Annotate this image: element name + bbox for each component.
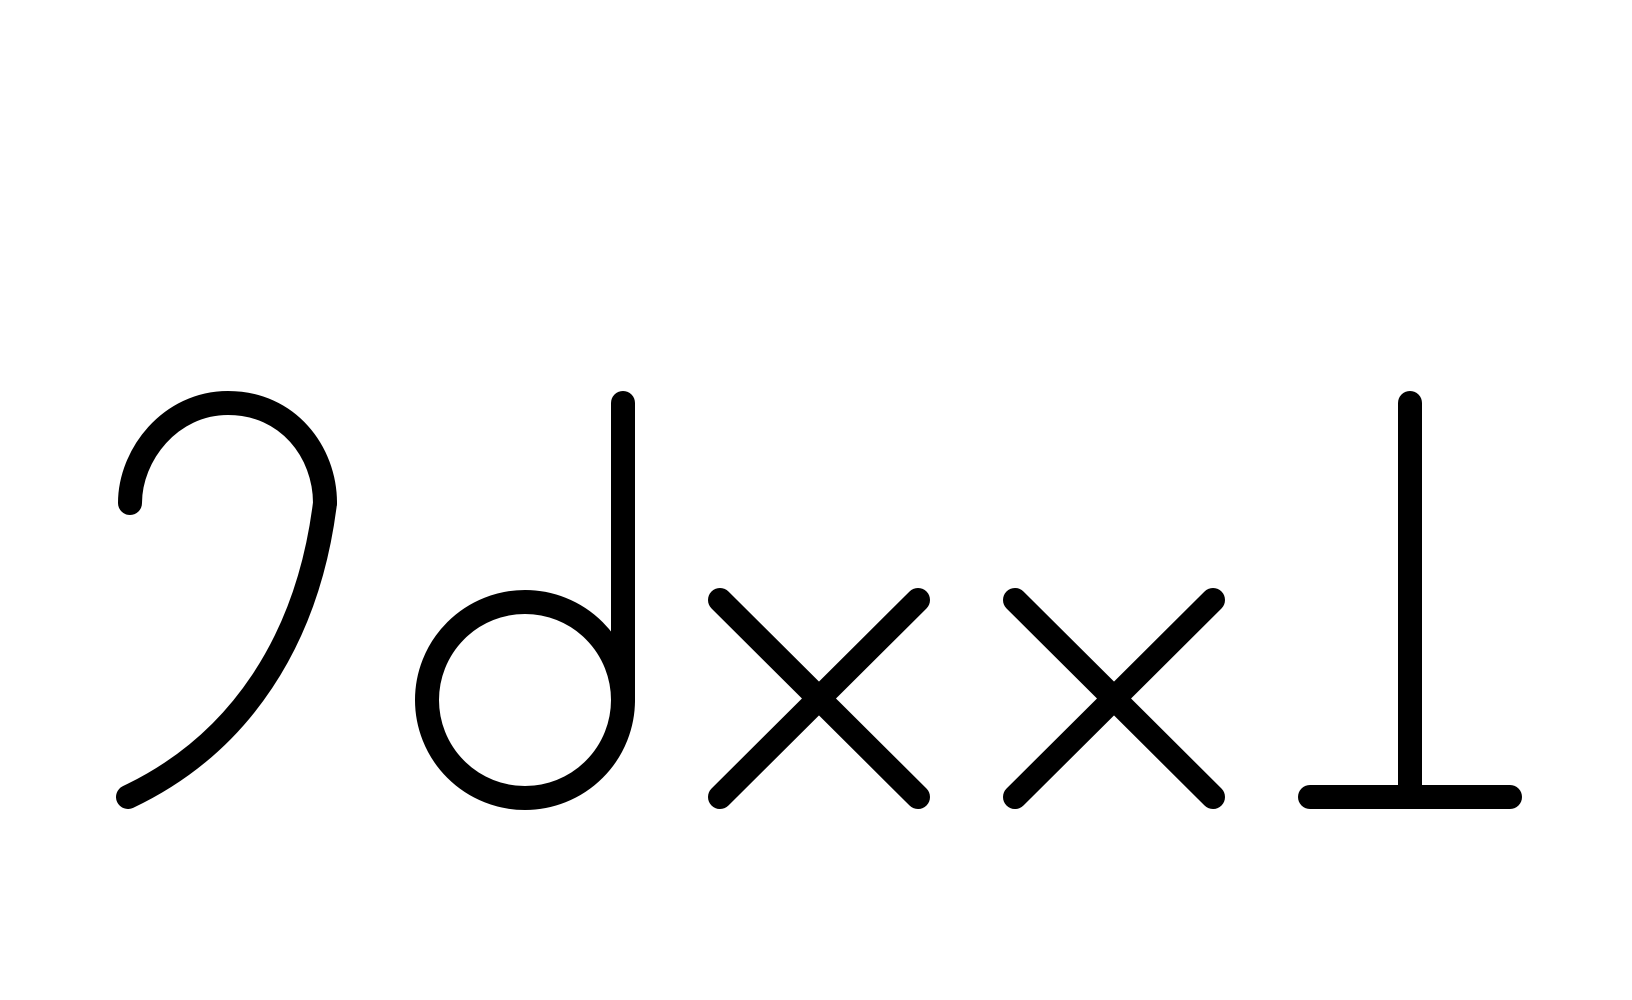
perpendicular-glyph [1310,403,1510,797]
letter-x-glyph [720,600,918,797]
partial-derivative-glyph [128,403,325,797]
letter-d-glyph [427,403,623,798]
letter-x-glyph [1015,600,1213,797]
